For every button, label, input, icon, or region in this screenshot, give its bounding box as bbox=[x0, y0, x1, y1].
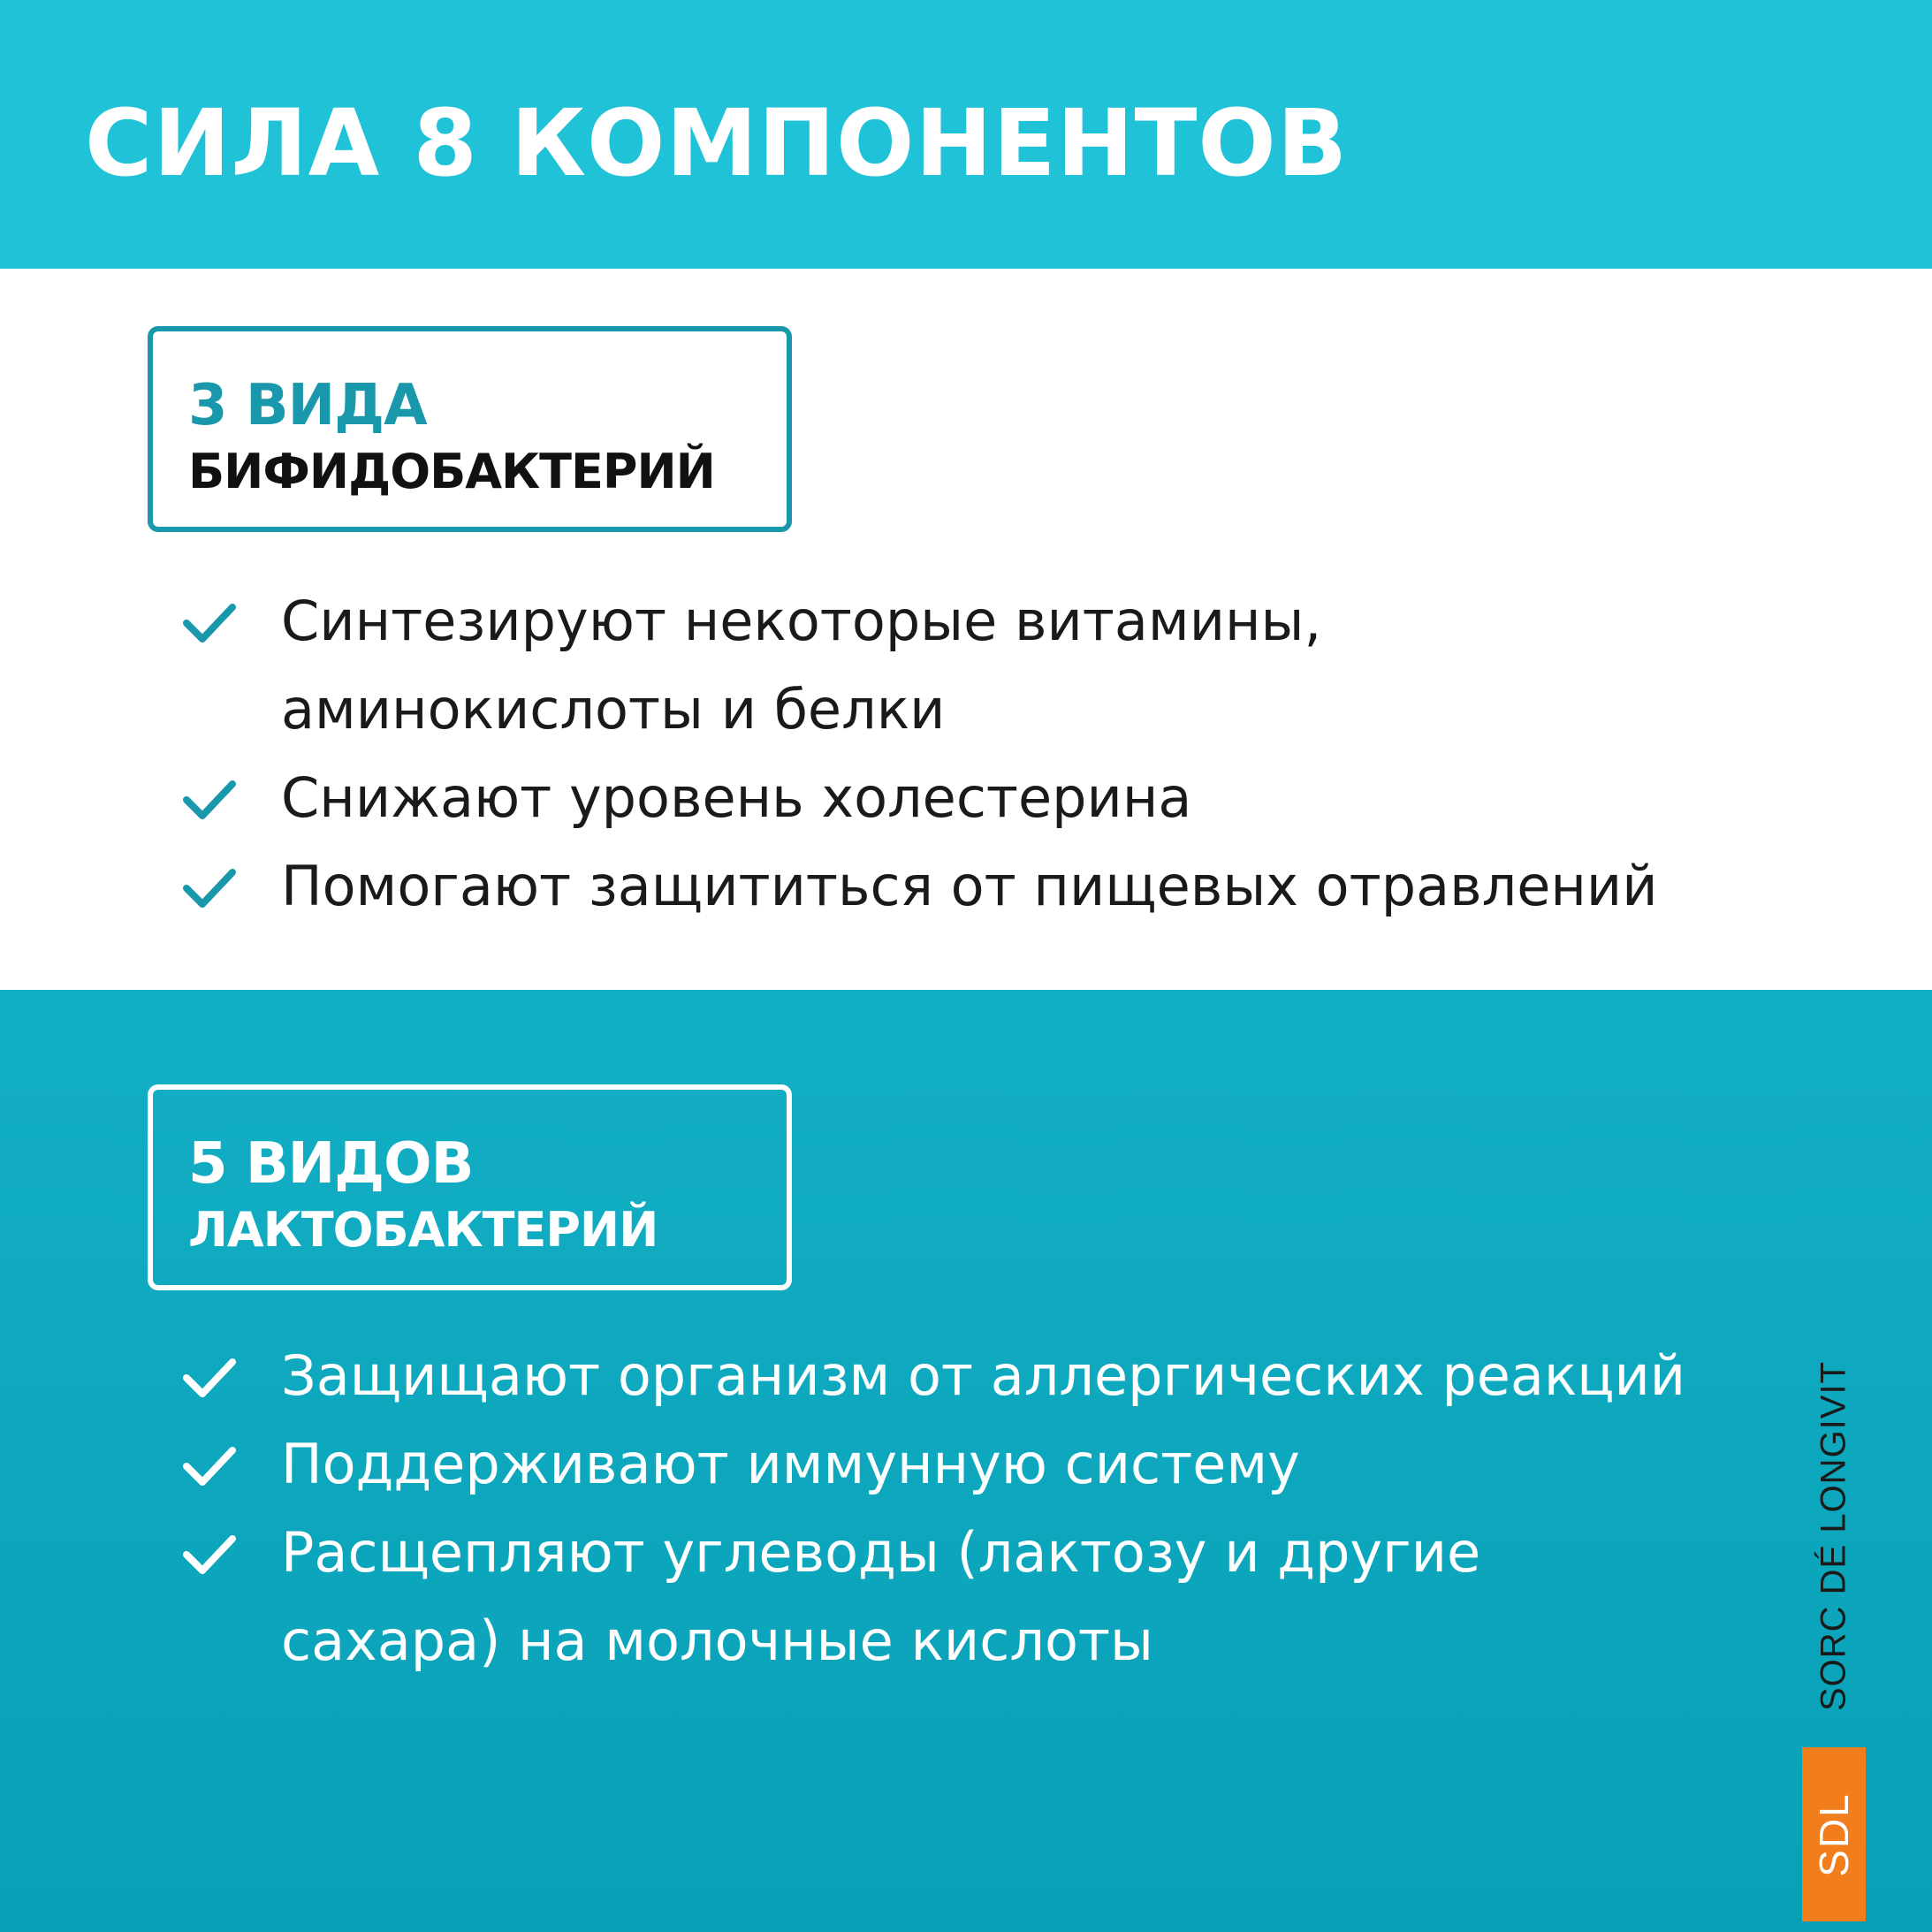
brand-logo bbox=[1802, 1352, 1866, 1921]
list-item-text: Поддерживают иммунную систему bbox=[281, 1432, 1300, 1496]
list-item-text: Снижают уровень холестерина bbox=[281, 765, 1192, 830]
brand-badge-text: SDL bbox=[1811, 1791, 1857, 1877]
check-icon bbox=[181, 1443, 238, 1489]
list-item-text: Защищают организм от аллергических реакций bbox=[281, 1343, 1686, 1408]
lactobacteria-label-box bbox=[148, 1084, 792, 1290]
lactobacteria-count: 5 ВИДОВ bbox=[188, 1131, 474, 1197]
list-item-text: Помогают защититься от пищевых отравлений bbox=[281, 854, 1658, 918]
check-icon bbox=[181, 600, 238, 646]
check-icon bbox=[181, 1532, 238, 1578]
check-icon bbox=[181, 1355, 238, 1401]
bifidobacteria-count: 3 ВИДА bbox=[188, 373, 427, 438]
bifidobacteria-label-box bbox=[148, 326, 792, 532]
brand-badge bbox=[1802, 1747, 1866, 1921]
bifidobacteria-type: БИФИДОБАКТЕРИЙ bbox=[188, 444, 715, 499]
brand-wordmark-text: SORC DÉ LONGIVIT bbox=[1814, 1360, 1853, 1711]
lactobacteria-type: ЛАКТОБАКТЕРИЙ bbox=[188, 1202, 658, 1258]
check-icon bbox=[181, 777, 238, 823]
list-item-text: Расщепляют углеводы (лактозу и другие сахара) на молочные кислоты bbox=[281, 1520, 1481, 1673]
page-title: СИЛА 8 КОМПОНЕНТОВ bbox=[85, 89, 1349, 197]
header-banner bbox=[0, 0, 1932, 269]
brand-wordmark bbox=[1802, 1352, 1866, 1719]
check-icon bbox=[181, 865, 238, 911]
list-item-text: Синтезируют некоторые витамины, аминокислоты и белки bbox=[281, 589, 1322, 742]
